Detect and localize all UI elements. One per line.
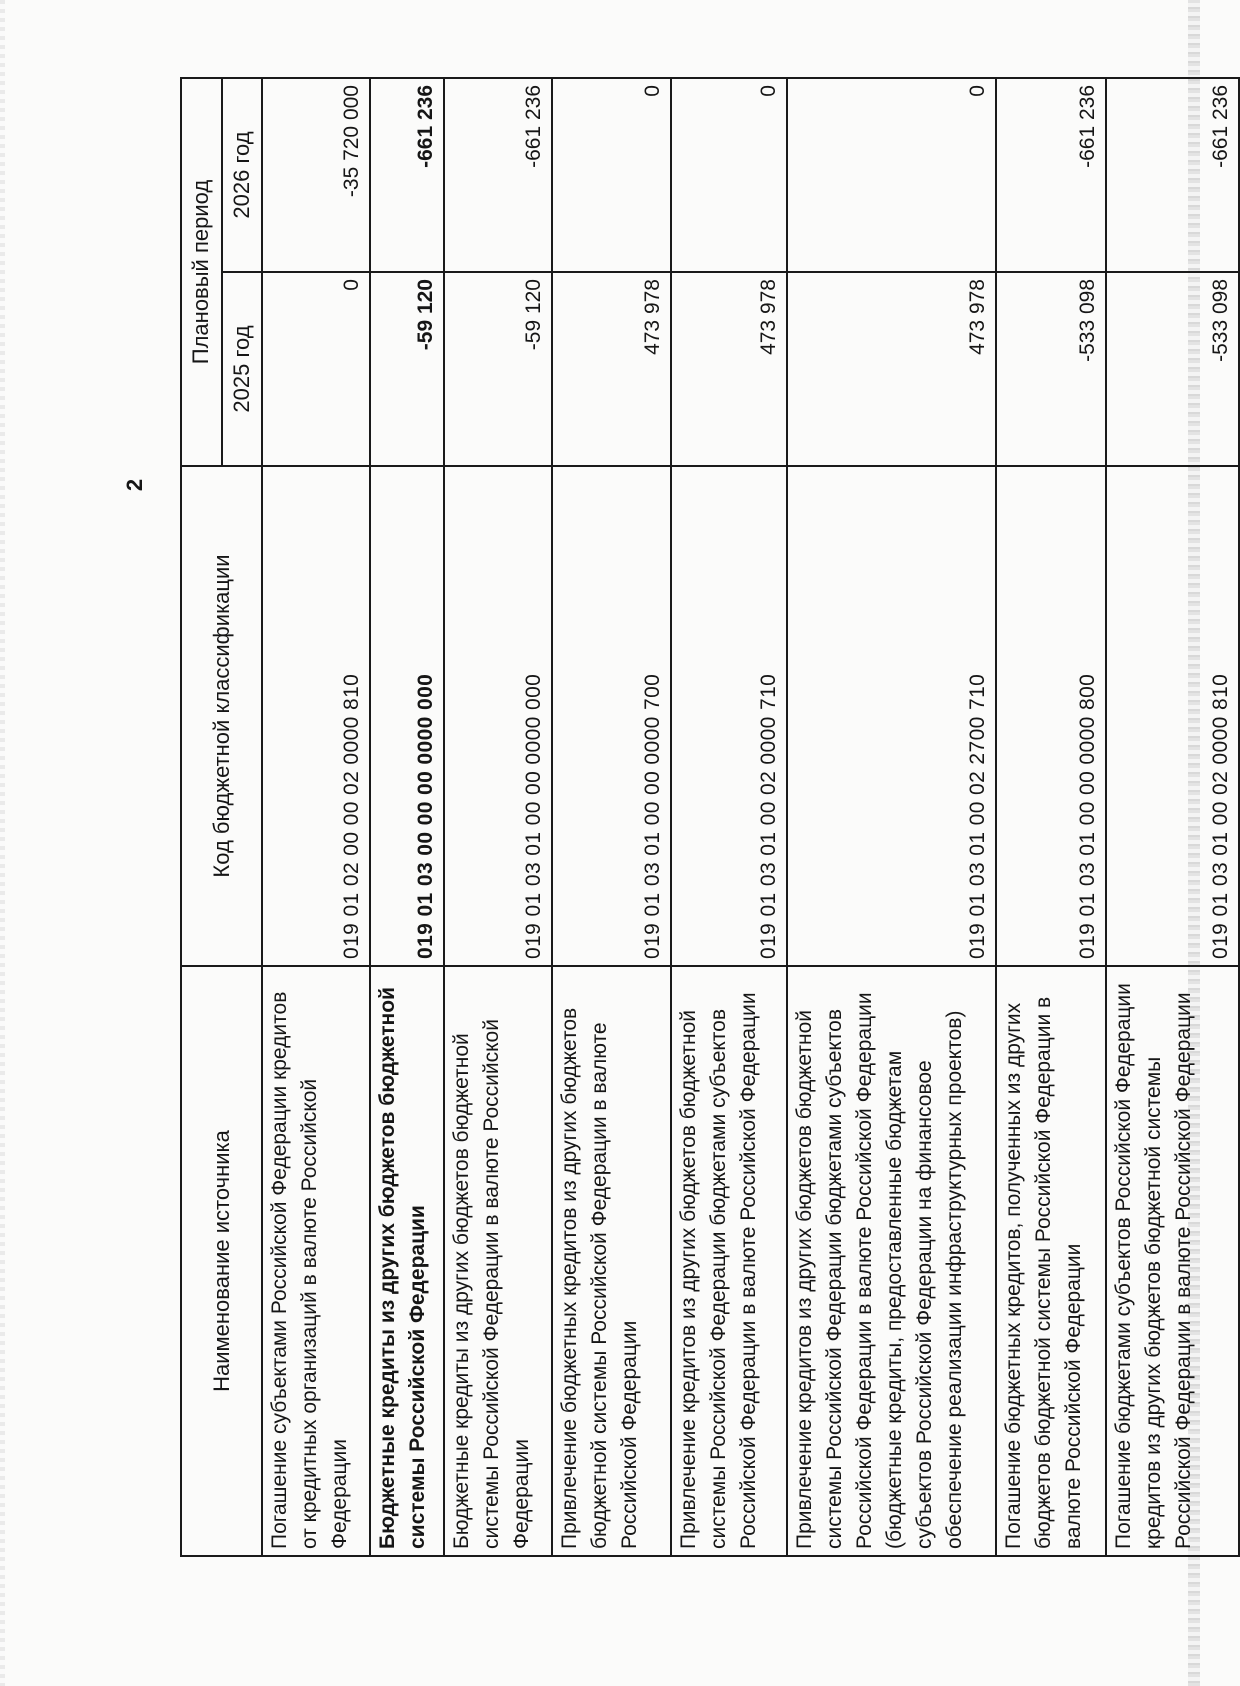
row-value-2025: -59 120 (444, 272, 552, 466)
table-row (1106, 78, 1239, 1556)
table-row (552, 78, 670, 1556)
row-code: 019 01 03 01 00 02 0000 710 (671, 466, 787, 966)
row-value-2026: -35 720 000 (262, 78, 370, 272)
row-value-2026: -661 236 (1106, 78, 1239, 272)
row-value-2026: -661 236 (444, 78, 552, 272)
row-value-2025: 0 (262, 272, 370, 466)
scan-edge-left (0, 0, 5, 1686)
row-code: 019 01 03 00 00 00 0000 000 (370, 466, 444, 966)
row-name: Погашение бюджетных кредитов, полученных из других бюджетов бюджетной системы Российской Федерации в валюте Российской Федерации (996, 966, 1106, 1556)
row-value-2025: 473 978 (671, 272, 787, 466)
row-value-2025: -59 120 (370, 272, 444, 466)
row-code: 019 01 03 01 00 02 0000 810 (1106, 466, 1239, 966)
row-code: 019 01 03 01 00 00 0000 800 (996, 466, 1106, 966)
row-name: Привлечение бюджетных кредитов из других бюджетов бюджетной системы Российской Федерации в валюте Российской Федерации (552, 966, 670, 1556)
row-name: Привлечение кредитов из других бюджетов бюджетной системы Российской Федерации бюджетами субъектов Российской Федерации в валюте Российской Федерации (671, 966, 787, 1556)
row-value-2026: -661 236 (996, 78, 1106, 272)
row-name: Бюджетные кредиты из других бюджетов бюджетной системы Российской Федерации (370, 966, 444, 1556)
row-code: 019 01 02 00 00 02 0000 810 (262, 466, 370, 966)
row-name: Погашение бюджетами субъектов Российской Федерации кредитов из других бюджетов бюджетной системы Российской Федерации в валюте Российской Федерации (1106, 966, 1239, 1556)
row-value-2025: 473 978 (552, 272, 670, 466)
row-value-2026: 0 (671, 78, 787, 272)
header-name: Наименование источника (181, 966, 262, 1556)
row-name: Привлечение кредитов из других бюджетов бюджетной системы Российской Федерации бюджетами субъектов Российской Федерации в валюте Российской Федерации (бюджетные кредиты, предоставленные бюджетам субъектов Российской Федерации на финансовое обеспечение реализации инфраструктурных проектов) (787, 966, 996, 1556)
row-value-2026: -661 236 (370, 78, 444, 272)
row-name: Бюджетные кредиты из других бюджетов бюджетной системы Российской Федерации в валюте Российской Федерации (444, 966, 552, 1556)
row-value-2026: 0 (787, 78, 996, 272)
header-period: Плановый период (181, 78, 222, 466)
row-name: Погашение субъектами Российской Федерации кредитов от кредитных организаций в валюте Российской Федерации (262, 966, 370, 1556)
row-value-2026: 0 (552, 78, 670, 272)
table-row (370, 78, 444, 1556)
table-row (671, 78, 787, 1556)
header-2026: 2026 год (222, 78, 263, 272)
row-value-2025: -533 098 (996, 272, 1106, 466)
page-number: 2 (122, 478, 147, 492)
row-value-2025: -533 098 (1106, 272, 1239, 466)
row-code: 019 01 03 01 00 00 0000 000 (444, 466, 552, 966)
table-row (996, 78, 1106, 1556)
header-2025: 2025 год (222, 272, 263, 466)
rotated-table-container (180, 79, 1240, 1557)
sources-table (180, 77, 1240, 1557)
row-value-2025: 473 978 (787, 272, 996, 466)
table-row (787, 78, 996, 1556)
table-row (444, 78, 552, 1556)
table-row (262, 78, 370, 1556)
header-code: Код бюджетной классификации (181, 466, 262, 966)
row-code: 019 01 03 01 00 00 0000 700 (552, 466, 670, 966)
row-code: 019 01 03 01 00 02 2700 710 (787, 466, 996, 966)
